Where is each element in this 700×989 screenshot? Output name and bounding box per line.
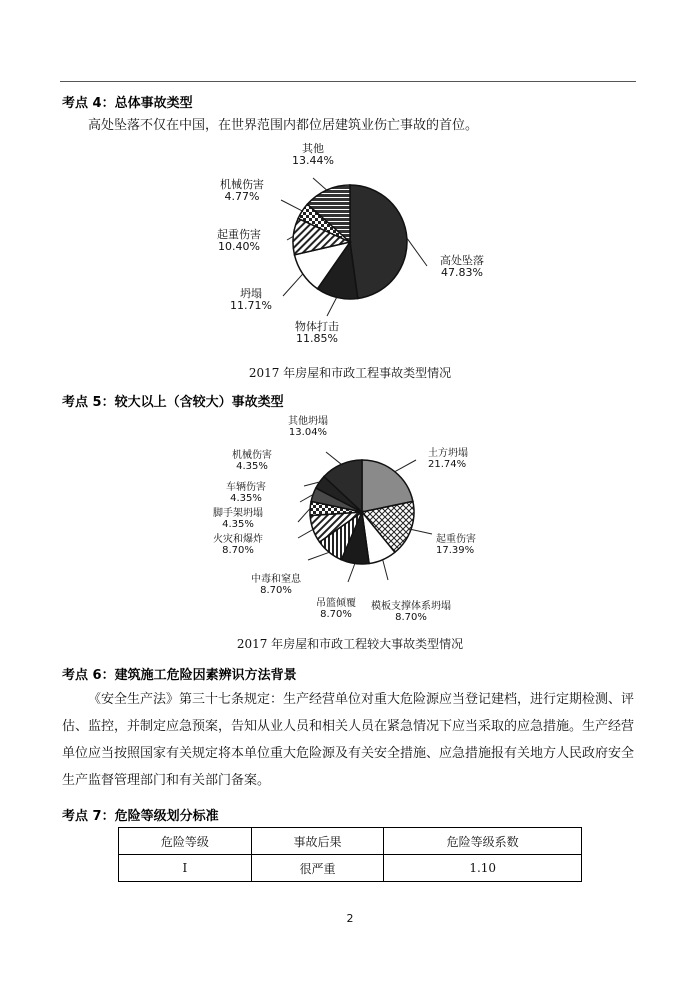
slice-label-4: 吊篮倾覆 (316, 598, 356, 609)
slice-label-5: 机械伤害 (220, 178, 264, 191)
leader-line-1 (395, 460, 416, 472)
section-5-heading: 考点 5：较大以上（含较大）事故类型 (62, 395, 284, 410)
chart1-caption: 2017 年房屋和市政工程事故类型情况 (248, 366, 452, 380)
section-6-text: 《安全生产法》第三十七条规定：生产经营单位对重大危险源应当登记建档，进行定期检测、评估、监控，并制定应急预案，告知从业人员和相关人员在紧急情况下应当采取的应急措施。生产经营单位应当按照国家有关规定将本单位重大危险源及有关安全措施、应急措施报有关地方人民政府安全生产监督管理部门和有关部门备案。 (62, 692, 635, 788)
leader-line-6 (313, 178, 327, 190)
leader-line-5 (281, 200, 302, 211)
slice-label-8: 车辆伤害 (226, 482, 266, 493)
slice-value-2: 17.39% (436, 545, 475, 556)
slice-label-4: 起重伤害 (217, 228, 261, 241)
slice-label-2: 起重伤害 (436, 534, 476, 545)
slice-value-6: 13.44% (292, 154, 334, 167)
slice-value-9: 4.35% (236, 461, 268, 472)
slice-label-3: 坍塌 (240, 287, 262, 300)
slice-label-6: 火灾和爆炸 (213, 534, 263, 545)
slice-label-5: 中毒和窒息 (251, 574, 301, 585)
table-row (119, 855, 582, 882)
slice-label-10: 其他坍塌 (288, 416, 328, 427)
leader-line-7 (298, 508, 310, 522)
section-6-heading: 考点 6：建筑施工危险因素辨识方法背景 (62, 668, 297, 683)
leader-line-6 (298, 529, 313, 538)
slice-label-9: 机械伤害 (232, 450, 272, 461)
leader-line-2 (327, 297, 337, 316)
slice-label-1: 高处坠落 (440, 254, 484, 267)
slice-value-5: 8.70% (260, 585, 292, 596)
slice-label-3: 模板支撑体系坍塌 (371, 601, 451, 612)
leader-line-3 (383, 560, 388, 580)
slice-label-1: 土方坍塌 (428, 448, 468, 459)
leader-line-5 (308, 552, 329, 560)
slice-value-4: 10.40% (218, 240, 260, 253)
table-header-row (119, 828, 582, 855)
table-header-cell: 危险等级 (119, 828, 252, 855)
section-4-heading: 考点 4：总体事故类型 (62, 96, 193, 111)
leader-line-1 (407, 238, 427, 266)
pie-chart-overall (195, 140, 495, 355)
slice-value-1: 47.83% (441, 266, 483, 279)
table-cell: 1.10 (384, 855, 582, 882)
slice-value-10: 13.04% (288, 427, 328, 438)
chart2-caption: 2017 年房屋和市政工程较大事故类型情况 (236, 637, 464, 651)
slice-label-2: 物体打击 (295, 320, 339, 333)
table-header-cell: 事故后果 (251, 828, 384, 855)
risk-level-table (118, 827, 582, 882)
section-7-heading: 考点 7：危险等级划分标准 (62, 809, 219, 824)
slice-value-3: 8.70% (395, 612, 427, 620)
pie-chart-major (196, 412, 506, 620)
slice-value-2: 11.85% (296, 332, 338, 345)
slice-value-7: 4.35% (222, 519, 254, 530)
slice-value-3: 11.71% (230, 299, 272, 312)
slice-value-1: 21.74% (428, 459, 467, 470)
page-number: 2 (346, 912, 354, 925)
leader-line-3 (283, 274, 303, 296)
leader-line-4 (348, 564, 355, 583)
table-cell: 很严重 (251, 855, 384, 882)
slice-value-8: 4.35% (230, 493, 262, 504)
header-rule (60, 81, 636, 82)
slice-value-4: 8.70% (320, 609, 352, 620)
table-header-cell: 危险等级系数 (384, 828, 582, 855)
pie-slice-1 (350, 185, 407, 298)
slice-value-5: 4.77% (224, 190, 260, 203)
section-4-text: 高处坠落不仅在中国，在世界范围内都位居建筑业伤亡事故的首位。 (88, 118, 479, 133)
slice-label-7: 脚手架坍塌 (213, 508, 263, 519)
table-cell: Ⅰ (119, 855, 252, 882)
leader-line-10 (326, 452, 341, 464)
slice-value-6: 8.70% (222, 545, 254, 556)
leader-line-2 (411, 529, 432, 534)
slice-label-6: 其他 (302, 142, 324, 155)
